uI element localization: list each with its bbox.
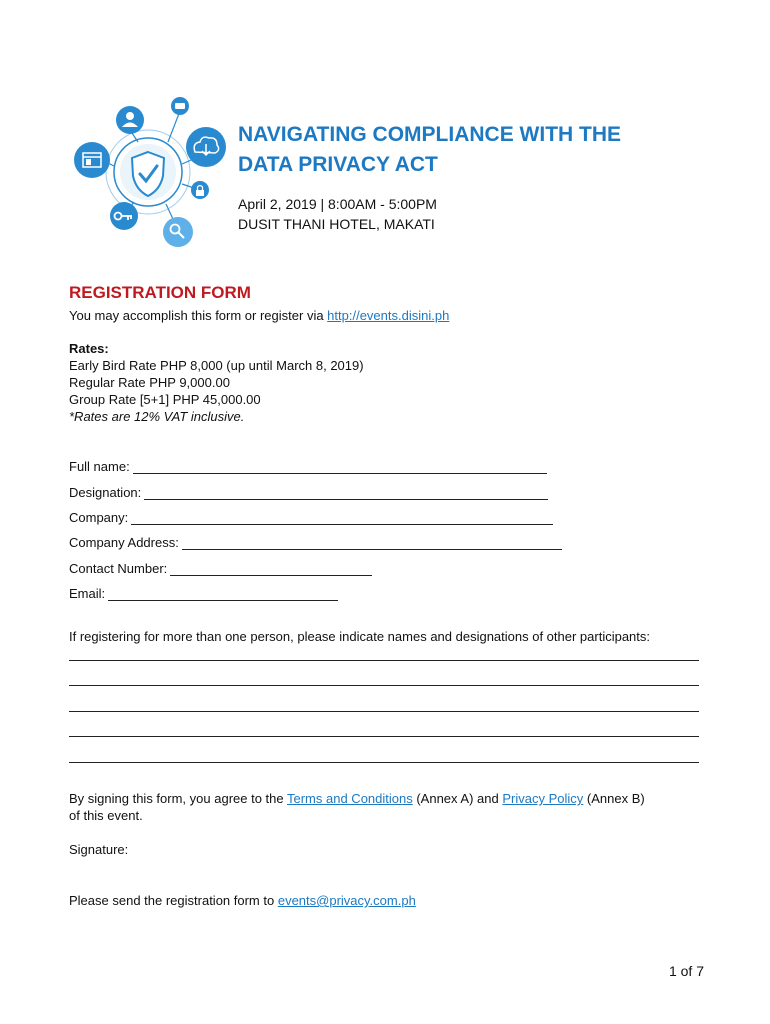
email-label: Email: xyxy=(69,586,106,601)
rate-group: Group Rate [5+1] PHP 45,000.00 xyxy=(69,392,261,407)
agreement-suffix: (Annex B) xyxy=(583,791,645,806)
agreement-mid: (Annex A) and xyxy=(412,791,503,806)
registration-link[interactable]: http://events.disini.ph xyxy=(327,308,450,323)
full-name-label: Full name: xyxy=(69,459,130,474)
rate-regular: Regular Rate PHP 9,000.00 xyxy=(69,375,230,390)
participant-line[interactable] xyxy=(69,762,699,763)
contact-number-label: Contact Number: xyxy=(69,561,168,576)
company-field[interactable] xyxy=(69,510,553,525)
terms-link[interactable]: Terms and Conditions xyxy=(287,791,413,806)
agreement-prefix: By signing this form, you agree to the xyxy=(69,791,287,806)
intro-text-label: You may accomplish this form or register via xyxy=(69,308,328,323)
send-instructions xyxy=(69,892,416,909)
key-icon xyxy=(110,202,138,230)
event-title-line2: DATA PRIVACY ACT xyxy=(238,153,438,176)
signature-label: Signature: xyxy=(69,842,129,857)
page-number: 1 of 7 xyxy=(668,963,704,979)
designation-label: Designation: xyxy=(69,485,142,500)
email-input-line[interactable] xyxy=(108,589,338,601)
intro-text xyxy=(69,307,449,324)
company-label: Company: xyxy=(69,510,129,525)
company-input-line[interactable] xyxy=(131,513,553,525)
chat-bubble-icon xyxy=(171,97,189,115)
send-text: Please send the registration form to xyxy=(69,893,278,908)
lock-icon xyxy=(191,181,209,199)
full-name-field[interactable] xyxy=(69,459,547,474)
rates-note: *Rates are 12% VAT inclusive. xyxy=(69,409,245,424)
contact-number-field[interactable] xyxy=(69,561,372,576)
send-email-link[interactable]: events@privacy.com.ph xyxy=(277,893,416,908)
rates-heading: Rates: xyxy=(69,341,109,356)
browser-window-icon xyxy=(74,142,110,178)
participant-line[interactable] xyxy=(69,736,699,737)
event-date-time: April 2, 2019 | 8:00AM - 5:00PM xyxy=(238,196,437,212)
full-name-input-line[interactable] xyxy=(133,462,547,474)
other-participants-prompt: If registering for more than one person, please indicate names and designations of other participants: xyxy=(69,629,651,644)
cloud-download-icon xyxy=(186,127,226,167)
company-address-label: Company Address: xyxy=(69,535,179,550)
agreement-text xyxy=(69,790,709,824)
privacy-policy-link[interactable]: Privacy Policy xyxy=(502,791,584,806)
company-address-field[interactable] xyxy=(69,535,562,550)
event-logo xyxy=(68,92,238,252)
participant-line[interactable] xyxy=(69,660,699,661)
event-title-line1: NAVIGATING COMPLIANCE WITH THE xyxy=(238,123,622,146)
registration-form-title: REGISTRATION FORM xyxy=(69,283,251,302)
magnifier-icon xyxy=(163,217,193,247)
rate-early-bird: Early Bird Rate PHP 8,000 (up until March 8, 2019) xyxy=(69,358,364,373)
shield-check-icon xyxy=(120,144,176,200)
company-address-input-line[interactable] xyxy=(182,538,562,550)
designation-input-line[interactable] xyxy=(144,488,548,500)
participant-line[interactable] xyxy=(69,711,699,712)
event-venue: DUSIT THANI HOTEL, MAKATI xyxy=(238,216,435,232)
user-badge-icon xyxy=(116,106,144,134)
designation-field[interactable] xyxy=(69,485,548,500)
contact-number-input-line[interactable] xyxy=(170,564,372,576)
participant-line[interactable] xyxy=(69,685,699,686)
rates-section xyxy=(69,340,364,425)
agreement-line2: of this event. xyxy=(69,808,143,823)
event-title xyxy=(238,120,718,180)
email-field[interactable] xyxy=(69,586,338,601)
